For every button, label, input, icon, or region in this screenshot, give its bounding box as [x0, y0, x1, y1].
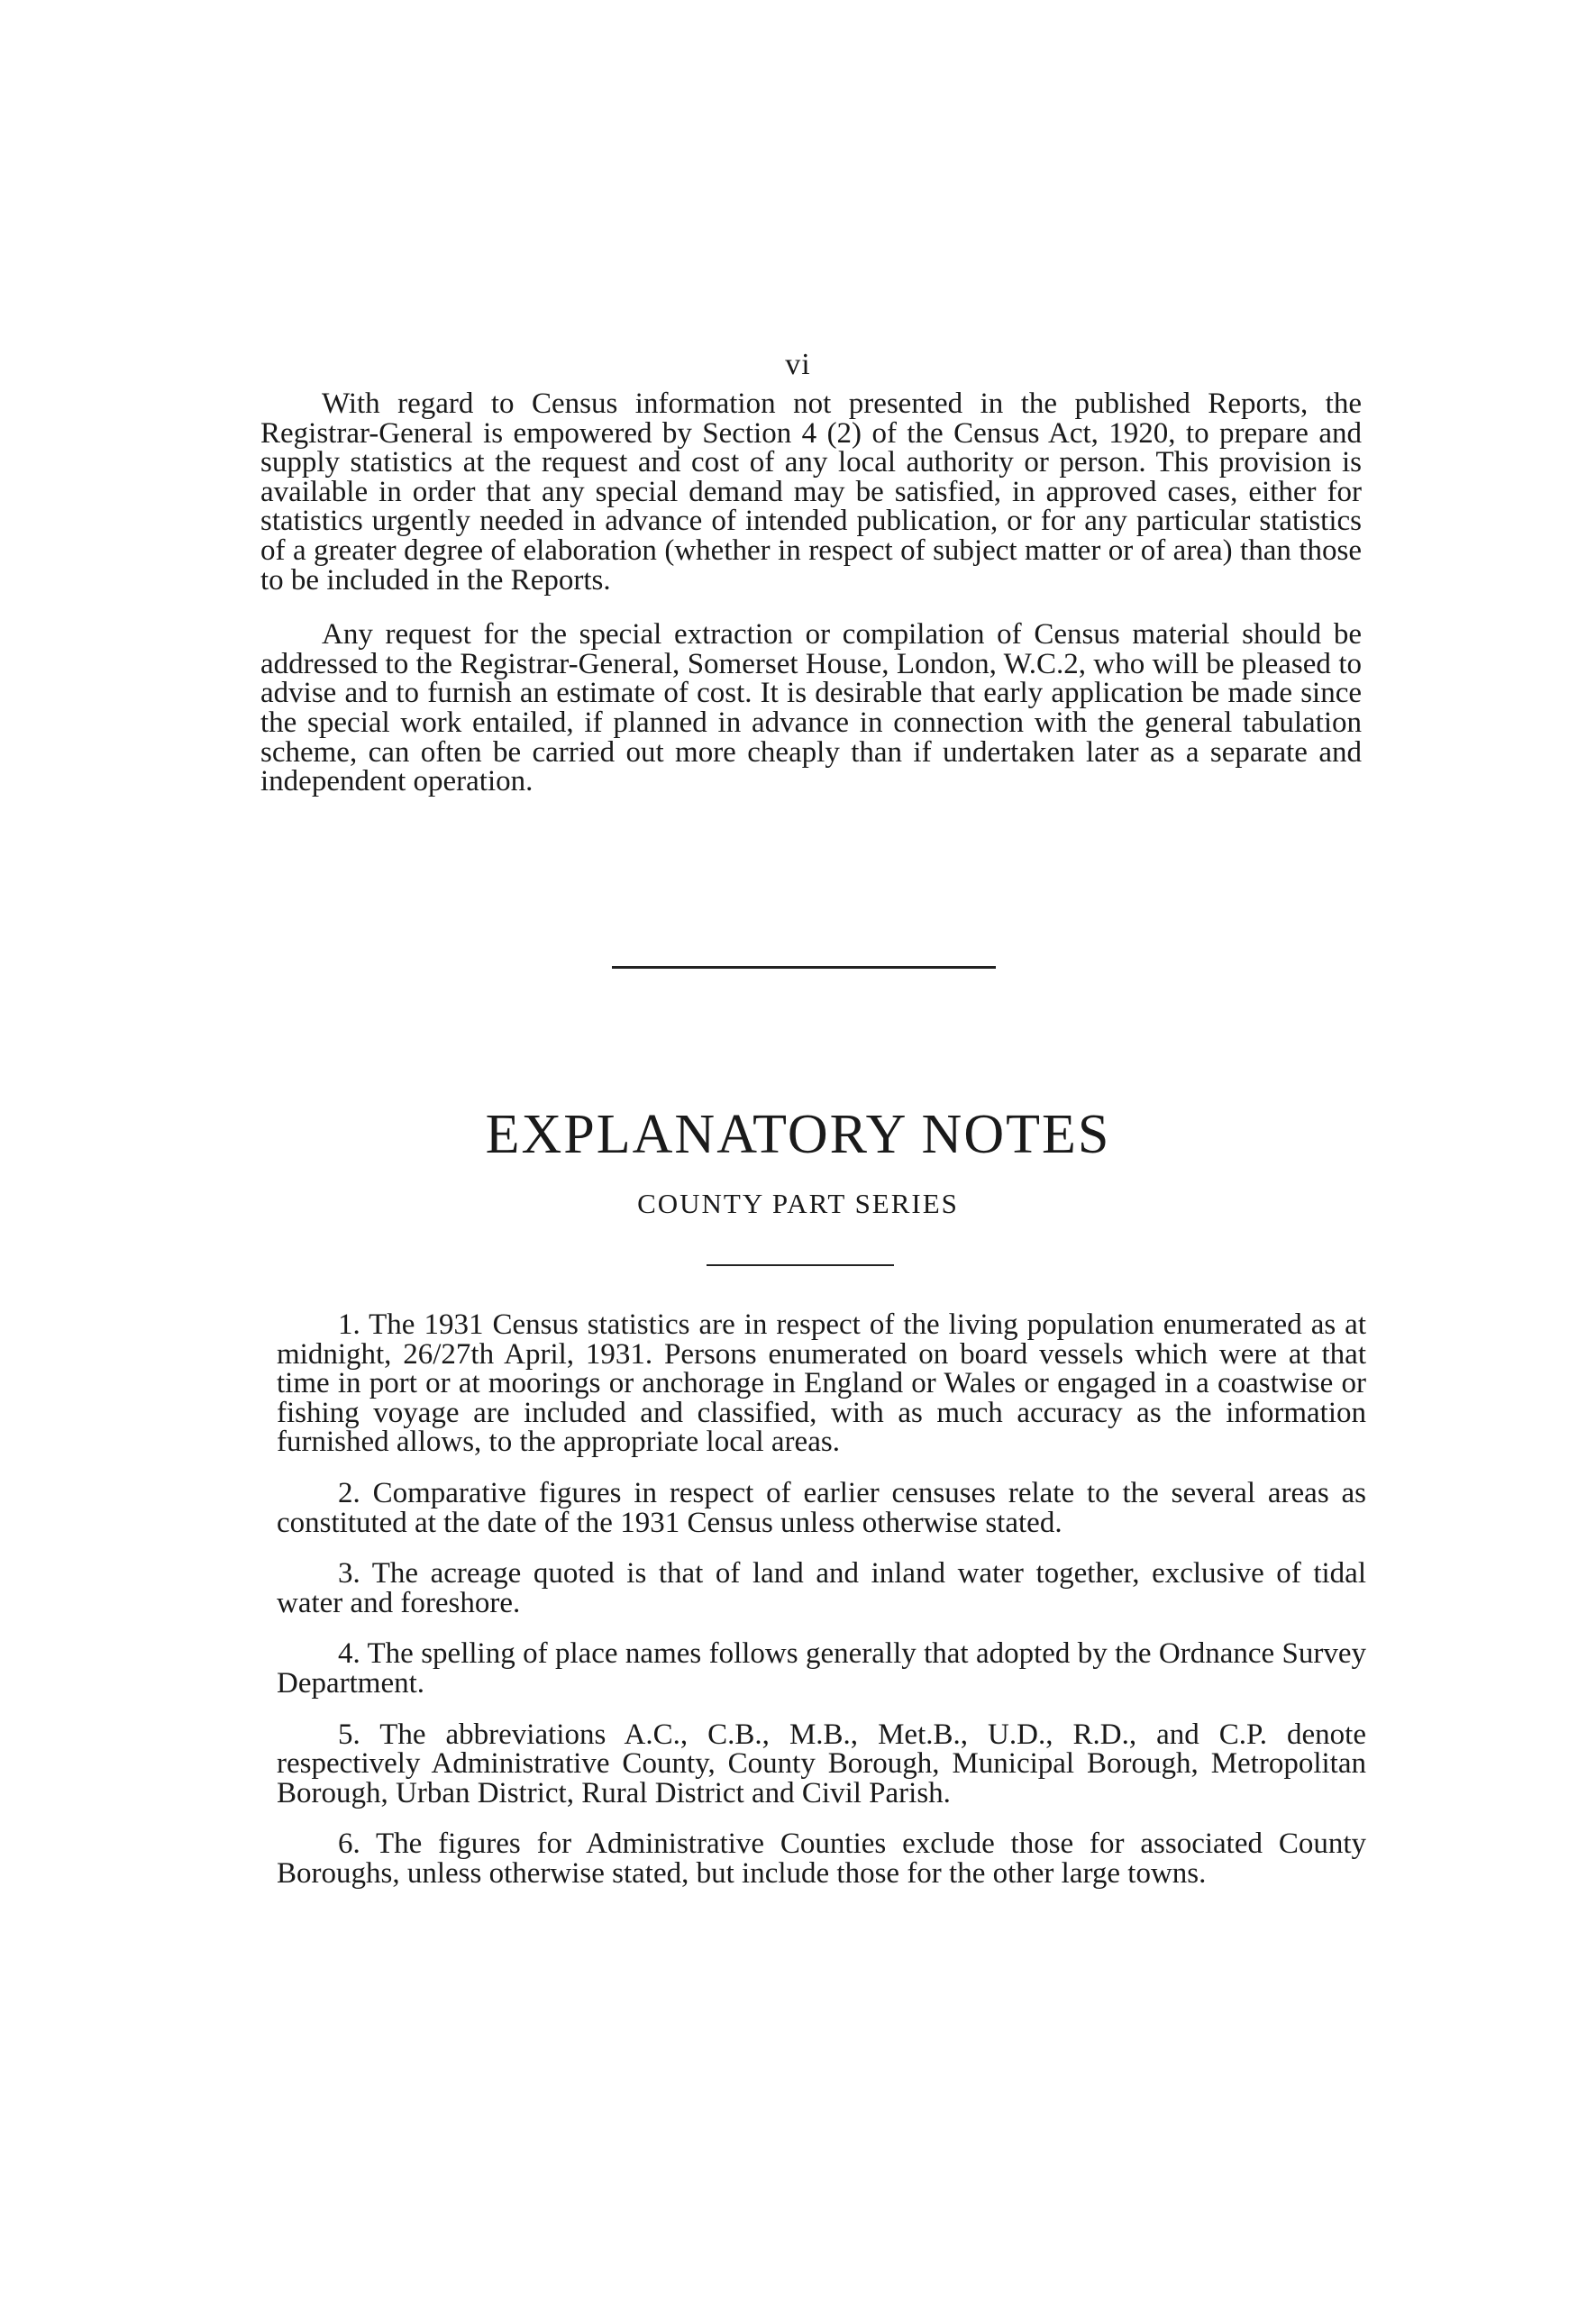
section-title: EXPLANATORY NOTES: [485, 1104, 1111, 1165]
note-item: 4. The spelling of place names follows generally that adopted by the Ordnance Survey Department.: [277, 1637, 1366, 1700]
notes-list: [277, 1310, 1366, 1910]
intro-paragraph: Any request for the special extraction or compilation of Census material should be addressed to the Registrar-General, Somerset House, London, W.C.2, who will be pleased to advise and to furnish an estimate of cost. It is desirable that early application be made since the special work entailed, if planned in advance in connection with the general tabulation scheme, can often be carried out more cheaply than if undertaken later as a separate and independent operation.: [260, 618, 1362, 798]
subtitle-divider: [707, 1264, 894, 1266]
section-subtitle: COUNTY PART SERIES: [637, 1188, 959, 1219]
note-item: 5. The abbreviations A.C., C.B., M.B., Met.B., U.D., R.D., and C.P. denote respectively Administrative County, County Borough, Municipal Borough, Metropolitan Borough, Urban District, Rural District and Civil Parish.: [277, 1718, 1366, 1809]
note-item: 6. The figures for Administrative Counties exclude those for associated County Boroughs, unless otherwise stated, but include those for the other large towns.: [277, 1827, 1366, 1890]
intro-section: [260, 389, 1362, 822]
section-divider: [612, 966, 996, 969]
intro-paragraph: With regard to Census information not presented in the published Reports, the Registrar-General is empowered by Section 4 (2) of the Census Act, 1920, to prepare and supply statistics at the request and cost of any local authority or person. This provision is available in order that any special demand may be satisfied, in approved cases, either for statistics urgently needed in advance of intended publication, or for any particular statistics of a greater degree of elaboration (whether in respect of subject matter or of area) than those to be included in the Reports.: [260, 387, 1362, 597]
note-item: 2. Comparative figures in respect of earlier censuses relate to the several areas as constituted at the date of the 1931 Census unless otherwise stated.: [277, 1476, 1366, 1539]
note-item: 1. The 1931 Census statistics are in respect of the living population enumerated as at midnight, 26/27th April, 1931. Persons enumerated on board vessels which were at that time in port or at moorings or anchorage in England or Wales or engaged in a coastwise or fishing voyage are included and classified, with as much accuracy as the information furnished allows, to the appropriate local areas.: [277, 1308, 1366, 1459]
note-item: 3. The acreage quoted is that of land and inland water together, exclusive of tidal water and foreshore.: [277, 1557, 1366, 1619]
page-number: vi: [785, 348, 811, 381]
